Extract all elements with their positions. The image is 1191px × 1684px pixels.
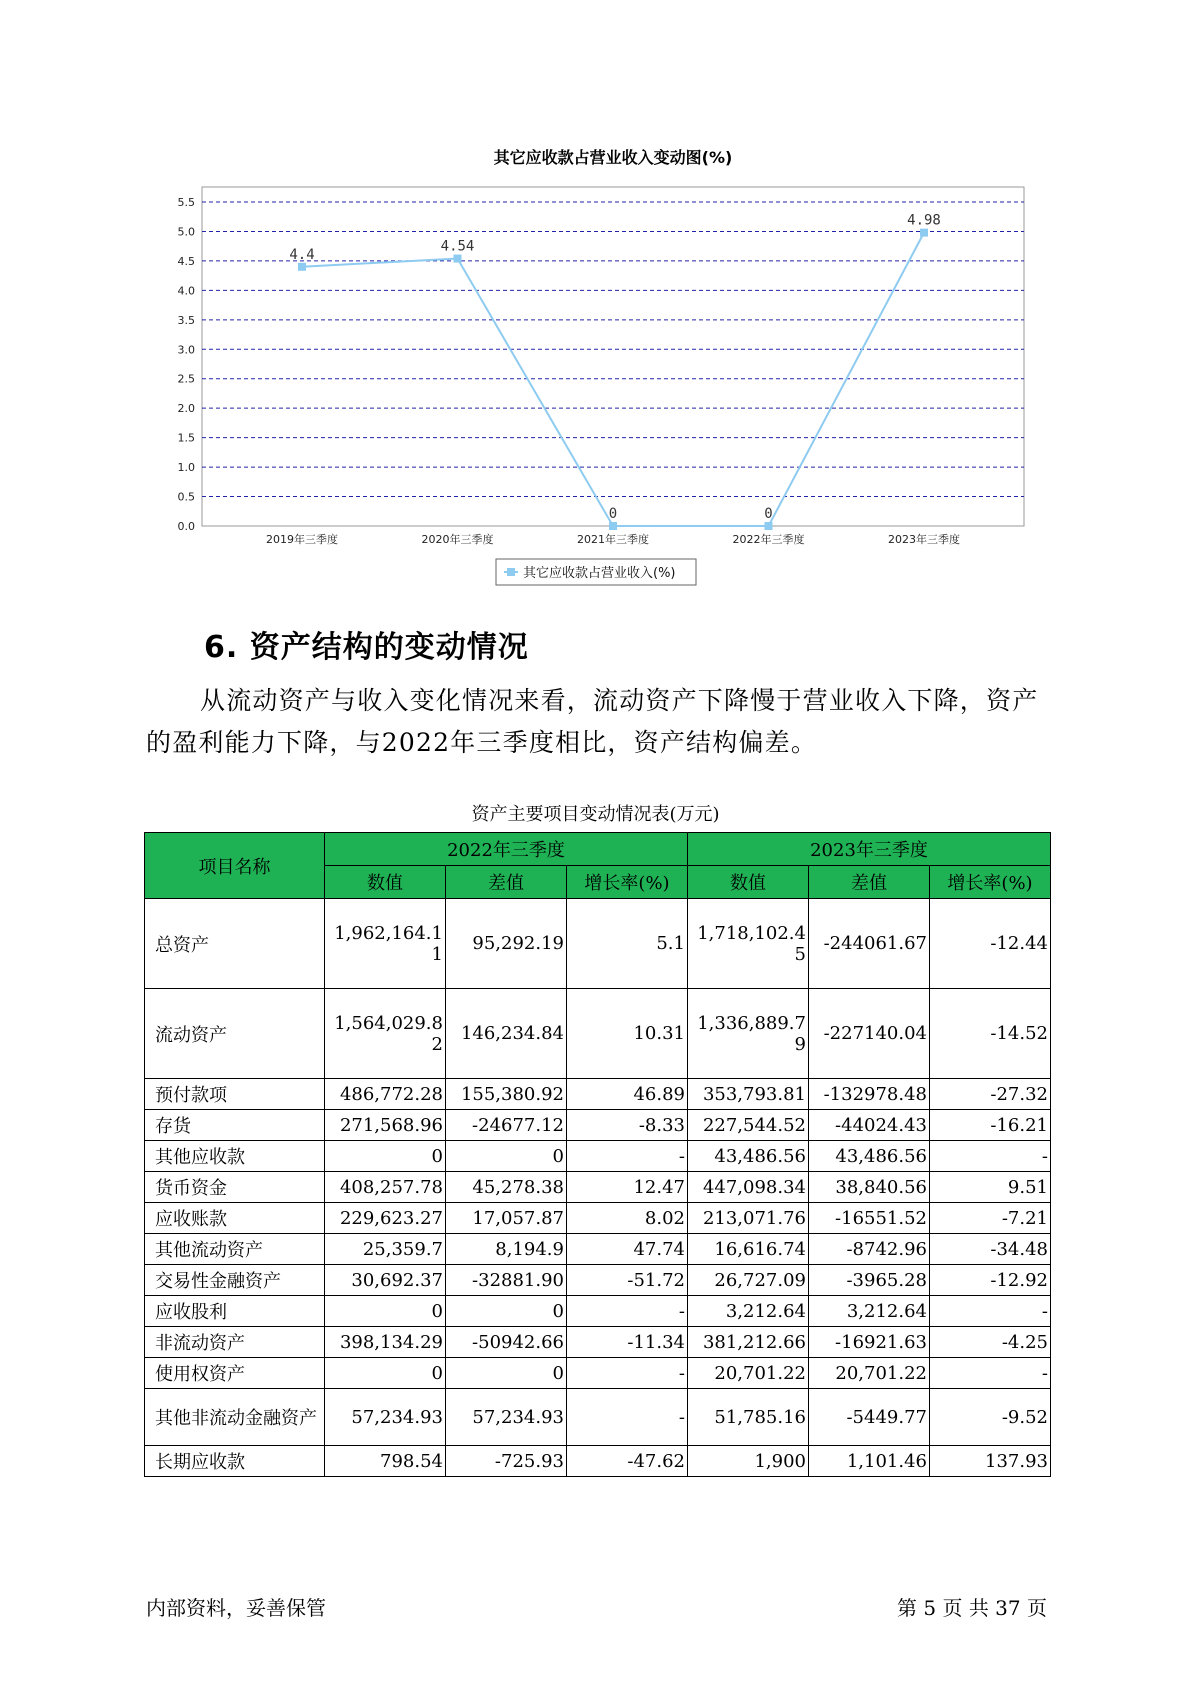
table-row <box>145 1079 1051 1110</box>
table-row <box>145 989 1051 1079</box>
row-item-name: 使用权资产 <box>145 1358 325 1389</box>
data-label: 4.98 <box>907 212 941 229</box>
row-cell-d1: -50942.66 <box>446 1327 567 1358</box>
header-item-name: 项目名称 <box>145 833 325 899</box>
assets-table <box>144 832 1051 1477</box>
header-period-2022: 2022年三季度 <box>325 833 688 866</box>
row-cell-r2: - <box>930 1358 1051 1389</box>
row-cell-v1: 1,962,164.11 <box>325 899 446 989</box>
footer-confidential-note: 内部资料，妥善保管 <box>146 1596 326 1620</box>
table-row <box>145 1265 1051 1296</box>
row-cell-r2: -12.92 <box>930 1265 1051 1296</box>
table-row <box>145 1172 1051 1203</box>
header-rate-2023: 增长率(%) <box>930 866 1051 899</box>
row-cell-r1: - <box>567 1389 688 1446</box>
data-point <box>920 229 928 237</box>
row-item-name: 货币资金 <box>145 1172 325 1203</box>
row-item-name: 长期应收款 <box>145 1446 325 1477</box>
row-cell-d1: 155,380.92 <box>446 1079 567 1110</box>
series-line <box>302 233 924 526</box>
y-tick-label: 1.5 <box>177 431 195 445</box>
row-cell-v2: 20,701.22 <box>688 1358 809 1389</box>
row-item-name: 其他非流动金融资产 <box>145 1389 325 1446</box>
row-cell-v1: 25,359.7 <box>325 1234 446 1265</box>
row-cell-d2: -132978.48 <box>809 1079 930 1110</box>
row-cell-d2: 43,486.56 <box>809 1141 930 1172</box>
row-cell-d1: -725.93 <box>446 1446 567 1477</box>
row-cell-d2: -244061.67 <box>809 899 930 989</box>
header-value-2023: 数值 <box>688 866 809 899</box>
table-body <box>145 899 1051 1477</box>
row-cell-r1: - <box>567 1358 688 1389</box>
header-diff-2023: 差值 <box>809 866 930 899</box>
table-row <box>145 1446 1051 1477</box>
row-cell-d1: 0 <box>446 1358 567 1389</box>
row-cell-r2: -7.21 <box>930 1203 1051 1234</box>
row-cell-r2: -14.52 <box>930 989 1051 1079</box>
y-tick-label: 0.0 <box>177 520 195 533</box>
row-cell-v2: 381,212.66 <box>688 1327 809 1358</box>
row-cell-v2: 1,900 <box>688 1446 809 1477</box>
row-cell-r2: - <box>930 1141 1051 1172</box>
row-cell-v1: 486,772.28 <box>325 1079 446 1110</box>
row-cell-d2: -227140.04 <box>809 989 930 1079</box>
row-cell-v1: 0 <box>325 1358 446 1389</box>
chart-svg <box>0 0 1191 600</box>
y-tick-label: 4.0 <box>177 284 195 298</box>
row-cell-v1: 0 <box>325 1141 446 1172</box>
row-cell-r1: -11.34 <box>567 1327 688 1358</box>
row-cell-d1: -24677.12 <box>446 1110 567 1141</box>
legend-label: 其它应收款占营业收入(%) <box>523 566 676 581</box>
header-diff-2022: 差值 <box>446 866 567 899</box>
y-tick-label: 1.0 <box>177 461 195 475</box>
data-label: 4.4 <box>289 246 315 263</box>
data-label: 4.54 <box>440 238 475 255</box>
row-cell-r1: 12.47 <box>567 1172 688 1203</box>
row-item-name: 其他流动资产 <box>145 1234 325 1265</box>
table-row <box>145 1234 1051 1265</box>
row-item-name: 应收股利 <box>145 1296 325 1327</box>
table-header-row-1 <box>145 833 1051 866</box>
row-cell-v1: 398,134.29 <box>325 1327 446 1358</box>
row-cell-v2: 51,785.16 <box>688 1389 809 1446</box>
row-cell-v1: 271,568.96 <box>325 1110 446 1141</box>
row-cell-v1: 798.54 <box>325 1446 446 1477</box>
row-cell-d2: -8742.96 <box>809 1234 930 1265</box>
y-tick-label: 3.0 <box>177 343 195 357</box>
header-period-2023: 2023年三季度 <box>688 833 1051 866</box>
data-point <box>609 522 617 530</box>
row-cell-v2: 43,486.56 <box>688 1141 809 1172</box>
row-cell-d2: -16921.63 <box>809 1327 930 1358</box>
table-row <box>145 1110 1051 1141</box>
row-cell-v2: 1,336,889.79 <box>688 989 809 1079</box>
x-tick-label: 2022年三季度 <box>732 533 805 546</box>
row-cell-v2: 16,616.74 <box>688 1234 809 1265</box>
row-item-name: 交易性金融资产 <box>145 1265 325 1296</box>
row-cell-r1: -51.72 <box>567 1265 688 1296</box>
row-cell-v1: 1,564,029.82 <box>325 989 446 1079</box>
data-label: 0 <box>764 506 773 522</box>
x-tick-label: 2021年三季度 <box>577 533 649 546</box>
row-cell-d1: 8,194.9 <box>446 1234 567 1265</box>
row-cell-r1: 5.1 <box>567 899 688 989</box>
row-cell-r1: 47.74 <box>567 1234 688 1265</box>
row-cell-r1: - <box>567 1141 688 1172</box>
legend-swatch-marker <box>507 568 515 576</box>
row-cell-r2: -27.32 <box>930 1079 1051 1110</box>
row-cell-d1: 0 <box>446 1296 567 1327</box>
row-cell-r2: -9.52 <box>930 1389 1051 1446</box>
table-row <box>145 899 1051 989</box>
row-cell-v1: 0 <box>325 1296 446 1327</box>
row-cell-r2: -12.44 <box>930 899 1051 989</box>
row-cell-r1: - <box>567 1296 688 1327</box>
row-cell-v1: 30,692.37 <box>325 1265 446 1296</box>
y-tick-label: 3.5 <box>177 313 195 327</box>
row-cell-r1: 10.31 <box>567 989 688 1079</box>
row-cell-d2: -16551.52 <box>809 1203 930 1234</box>
row-cell-v2: 213,071.76 <box>688 1203 809 1234</box>
row-cell-r2: -34.48 <box>930 1234 1051 1265</box>
row-cell-r2: 9.51 <box>930 1172 1051 1203</box>
row-cell-v1: 229,623.27 <box>325 1203 446 1234</box>
table-row <box>145 1141 1051 1172</box>
row-cell-v1: 408,257.78 <box>325 1172 446 1203</box>
chart-title: 其它应收款占营业收入变动图(%) <box>493 148 733 167</box>
row-cell-d2: 3,212.64 <box>809 1296 930 1327</box>
section-paragraph: 从流动资产与收入变化情况来看，流动资产下降慢于营业收入下降，资产的盈利能力下降，与2022年三季度相比，资产结构偏差。 <box>146 686 1039 757</box>
line-chart <box>0 0 1191 600</box>
row-cell-d2: 1,101.46 <box>809 1446 930 1477</box>
y-tick-label: 2.5 <box>177 372 195 386</box>
header-value-2022: 数值 <box>325 866 446 899</box>
x-tick-label: 2019年三季度 <box>266 533 338 546</box>
row-cell-d1: 95,292.19 <box>446 899 567 989</box>
row-cell-r2: -4.25 <box>930 1327 1051 1358</box>
row-cell-v2: 353,793.81 <box>688 1079 809 1110</box>
data-point <box>454 255 462 263</box>
row-cell-v2: 227,544.52 <box>688 1110 809 1141</box>
row-item-name: 应收账款 <box>145 1203 325 1234</box>
row-cell-r2: -16.21 <box>930 1110 1051 1141</box>
row-cell-r1: -8.33 <box>567 1110 688 1141</box>
row-item-name: 预付款项 <box>145 1079 325 1110</box>
row-cell-d2: 20,701.22 <box>809 1358 930 1389</box>
row-cell-d1: 0 <box>446 1141 567 1172</box>
row-item-name: 非流动资产 <box>145 1327 325 1358</box>
row-cell-v2: 447,098.34 <box>688 1172 809 1203</box>
row-cell-d2: -44024.43 <box>809 1110 930 1141</box>
row-cell-d1: 146,234.84 <box>446 989 567 1079</box>
row-cell-v1: 57,234.93 <box>325 1389 446 1446</box>
row-cell-d2: -3965.28 <box>809 1265 930 1296</box>
table-row <box>145 1389 1051 1446</box>
row-cell-r2: 137.93 <box>930 1446 1051 1477</box>
y-tick-label: 0.5 <box>177 490 195 504</box>
y-tick-label: 5.5 <box>177 196 195 209</box>
data-label: 0 <box>608 506 618 522</box>
x-tick-label: 2020年三季度 <box>421 533 494 546</box>
y-tick-label: 4.5 <box>177 254 195 268</box>
table-row <box>145 1203 1051 1234</box>
x-tick-label: 2023年三季度 <box>888 533 960 546</box>
row-cell-r2: - <box>930 1296 1051 1327</box>
row-cell-v2: 3,212.64 <box>688 1296 809 1327</box>
row-cell-d1: 45,278.38 <box>446 1172 567 1203</box>
header-rate-2022: 增长率(%) <box>567 866 688 899</box>
row-cell-v2: 1,718,102.45 <box>688 899 809 989</box>
row-item-name: 总资产 <box>145 899 325 989</box>
plot-frame <box>202 187 1024 526</box>
table-row <box>145 1296 1051 1327</box>
row-cell-r1: -47.62 <box>567 1446 688 1477</box>
row-cell-r1: 46.89 <box>567 1079 688 1110</box>
row-cell-d1: -32881.90 <box>446 1265 567 1296</box>
section-heading: 6. 资产结构的变动情况 <box>204 630 529 665</box>
row-cell-d1: 57,234.93 <box>446 1389 567 1446</box>
data-point <box>765 522 773 530</box>
row-item-name: 流动资产 <box>145 989 325 1079</box>
row-cell-d2: 38,840.56 <box>809 1172 930 1203</box>
row-cell-d1: 17,057.87 <box>446 1203 567 1234</box>
row-cell-d2: -5449.77 <box>809 1389 930 1446</box>
data-point <box>298 263 306 271</box>
footer-page-number: 第 5 页 共 37 页 <box>897 1596 1047 1620</box>
table-caption: 资产主要项目变动情况表(万元) <box>471 804 720 825</box>
row-item-name: 存货 <box>145 1110 325 1141</box>
table-row <box>145 1358 1051 1389</box>
table-row <box>145 1327 1051 1358</box>
y-tick-label: 2.0 <box>177 402 195 416</box>
row-item-name: 其他应收款 <box>145 1141 325 1172</box>
y-tick-label: 5.0 <box>177 225 195 239</box>
row-cell-v2: 26,727.09 <box>688 1265 809 1296</box>
row-cell-r1: 8.02 <box>567 1203 688 1234</box>
